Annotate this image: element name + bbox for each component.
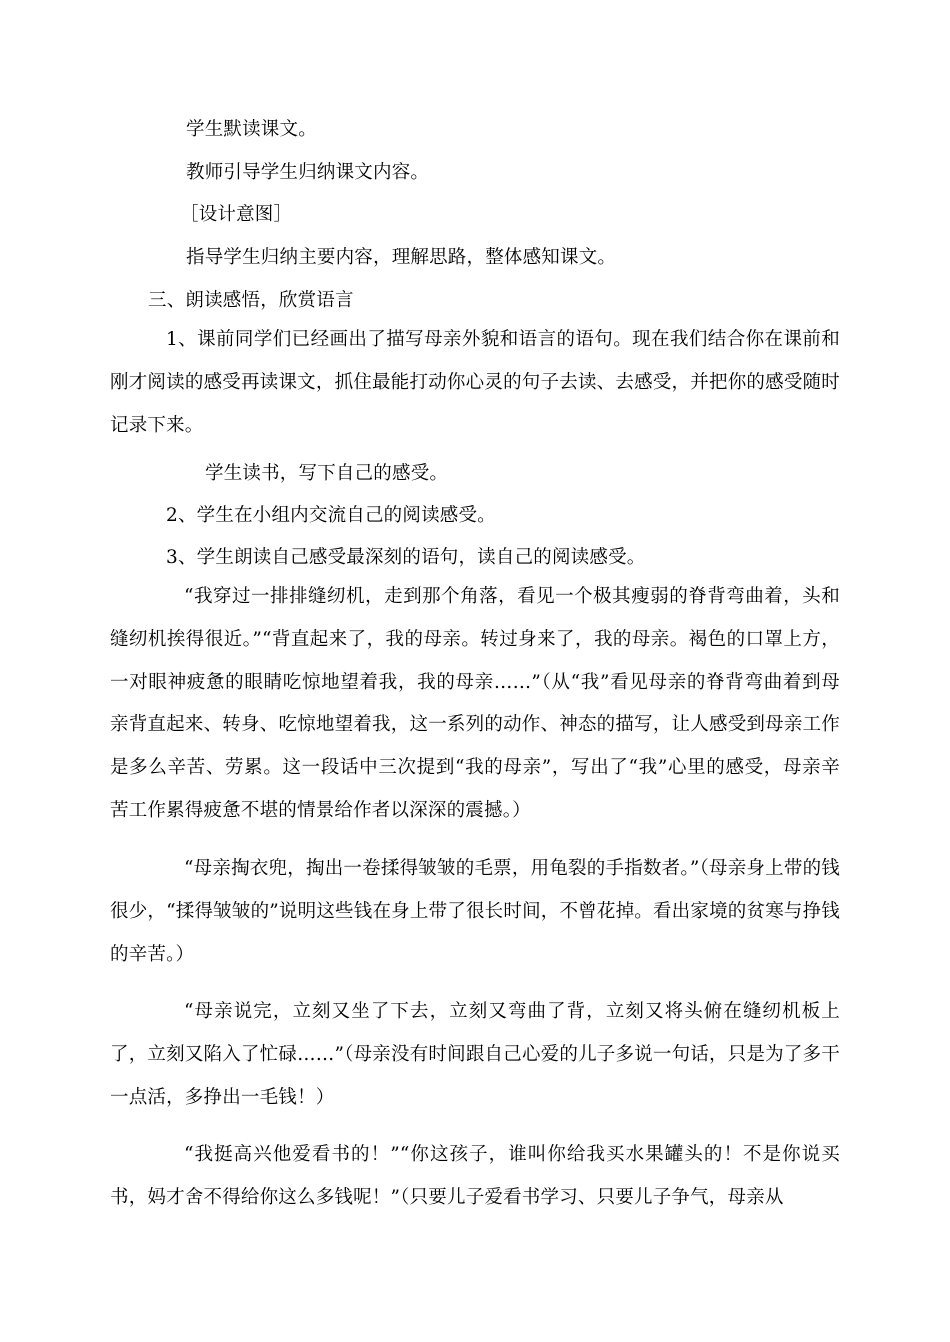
- paragraph-quote-1: “我穿过一排排缝纫机，走到那个角落，看见一个极其瘦弱的脊背弯曲着，头和缝纫机挨得很近。”“背直起来了，我的母亲。转过身来了，我的母亲。褐色的口罩上方，一对眼神疲惫的眼睛吃惊地望着我，我的母亲……”（从“我”看见母亲的脊背弯曲着到母亲背直起来、转身、吃惊地望着我，这一系列的动作、神态的描写，让人感受到母亲工作是多么辛苦、劳累。这一段话中三次提到“我的母亲”，写出了“我”心里的感受，母亲辛苦工作累得疲惫不堪的情景给作者以深深的震撼。）: [110, 586, 840, 821]
- paragraph-item-1: 1、课前同学们已经画出了描写母亲外貌和语言的语句。现在我们结合你在课前和刚才阅读的感受再读课文，抓住最能打动你心灵的句子去读、去感受，并把你的感受随时记录下来。: [110, 329, 840, 436]
- text-line-silent-reading: 学生默读课文。: [186, 119, 317, 140]
- text-line-teacher-guide: 教师引导学生归纳课文内容。: [186, 162, 430, 183]
- text-line-design-intent-label: ［设计意图］: [180, 204, 293, 225]
- text-line-item-3: 3、学生朗读自己感受最深刻的语句，读自己的阅读感受。: [166, 547, 646, 568]
- text-line-item-2: 2、学生在小组内交流自己的阅读感受。: [166, 505, 496, 526]
- paragraph-quote-2: “母亲掏衣兜，掏出一卷揉得皱皱的毛票，用龟裂的手指数者。”（母亲身上带的钱很少，“揉得皱皱的”说明这些钱在身上带了很长时间，不曾花掉。看出家境的贫寒与挣钱的辛苦。）: [110, 858, 840, 965]
- paragraph-quote-4: “我挺高兴他爱看书的！”“你这孩子，谁叫你给我买水果罐头的！不是你说买书，妈才舍不得给你这么多钱呢！”（只要儿子爱看书学习、只要儿子争气，母亲从: [110, 1144, 840, 1208]
- text-line-design-intent: 指导学生归纳主要内容，理解思路，整体感知课文。: [186, 247, 617, 268]
- text-line-student-reads: 学生读书，写下自己的感受。: [205, 463, 449, 484]
- section-heading-3: 三、朗读感悟，欣赏语言: [148, 290, 354, 311]
- paragraph-quote-3: “母亲说完，立刻又坐了下去，立刻又弯曲了背，立刻又将头俯在缝纫机板上了，立刻又陷入了忙碌……”（母亲没有时间跟自己心爱的儿子多说一句话，只是为了多干一点活，多挣出一毛钱！）: [110, 1001, 840, 1108]
